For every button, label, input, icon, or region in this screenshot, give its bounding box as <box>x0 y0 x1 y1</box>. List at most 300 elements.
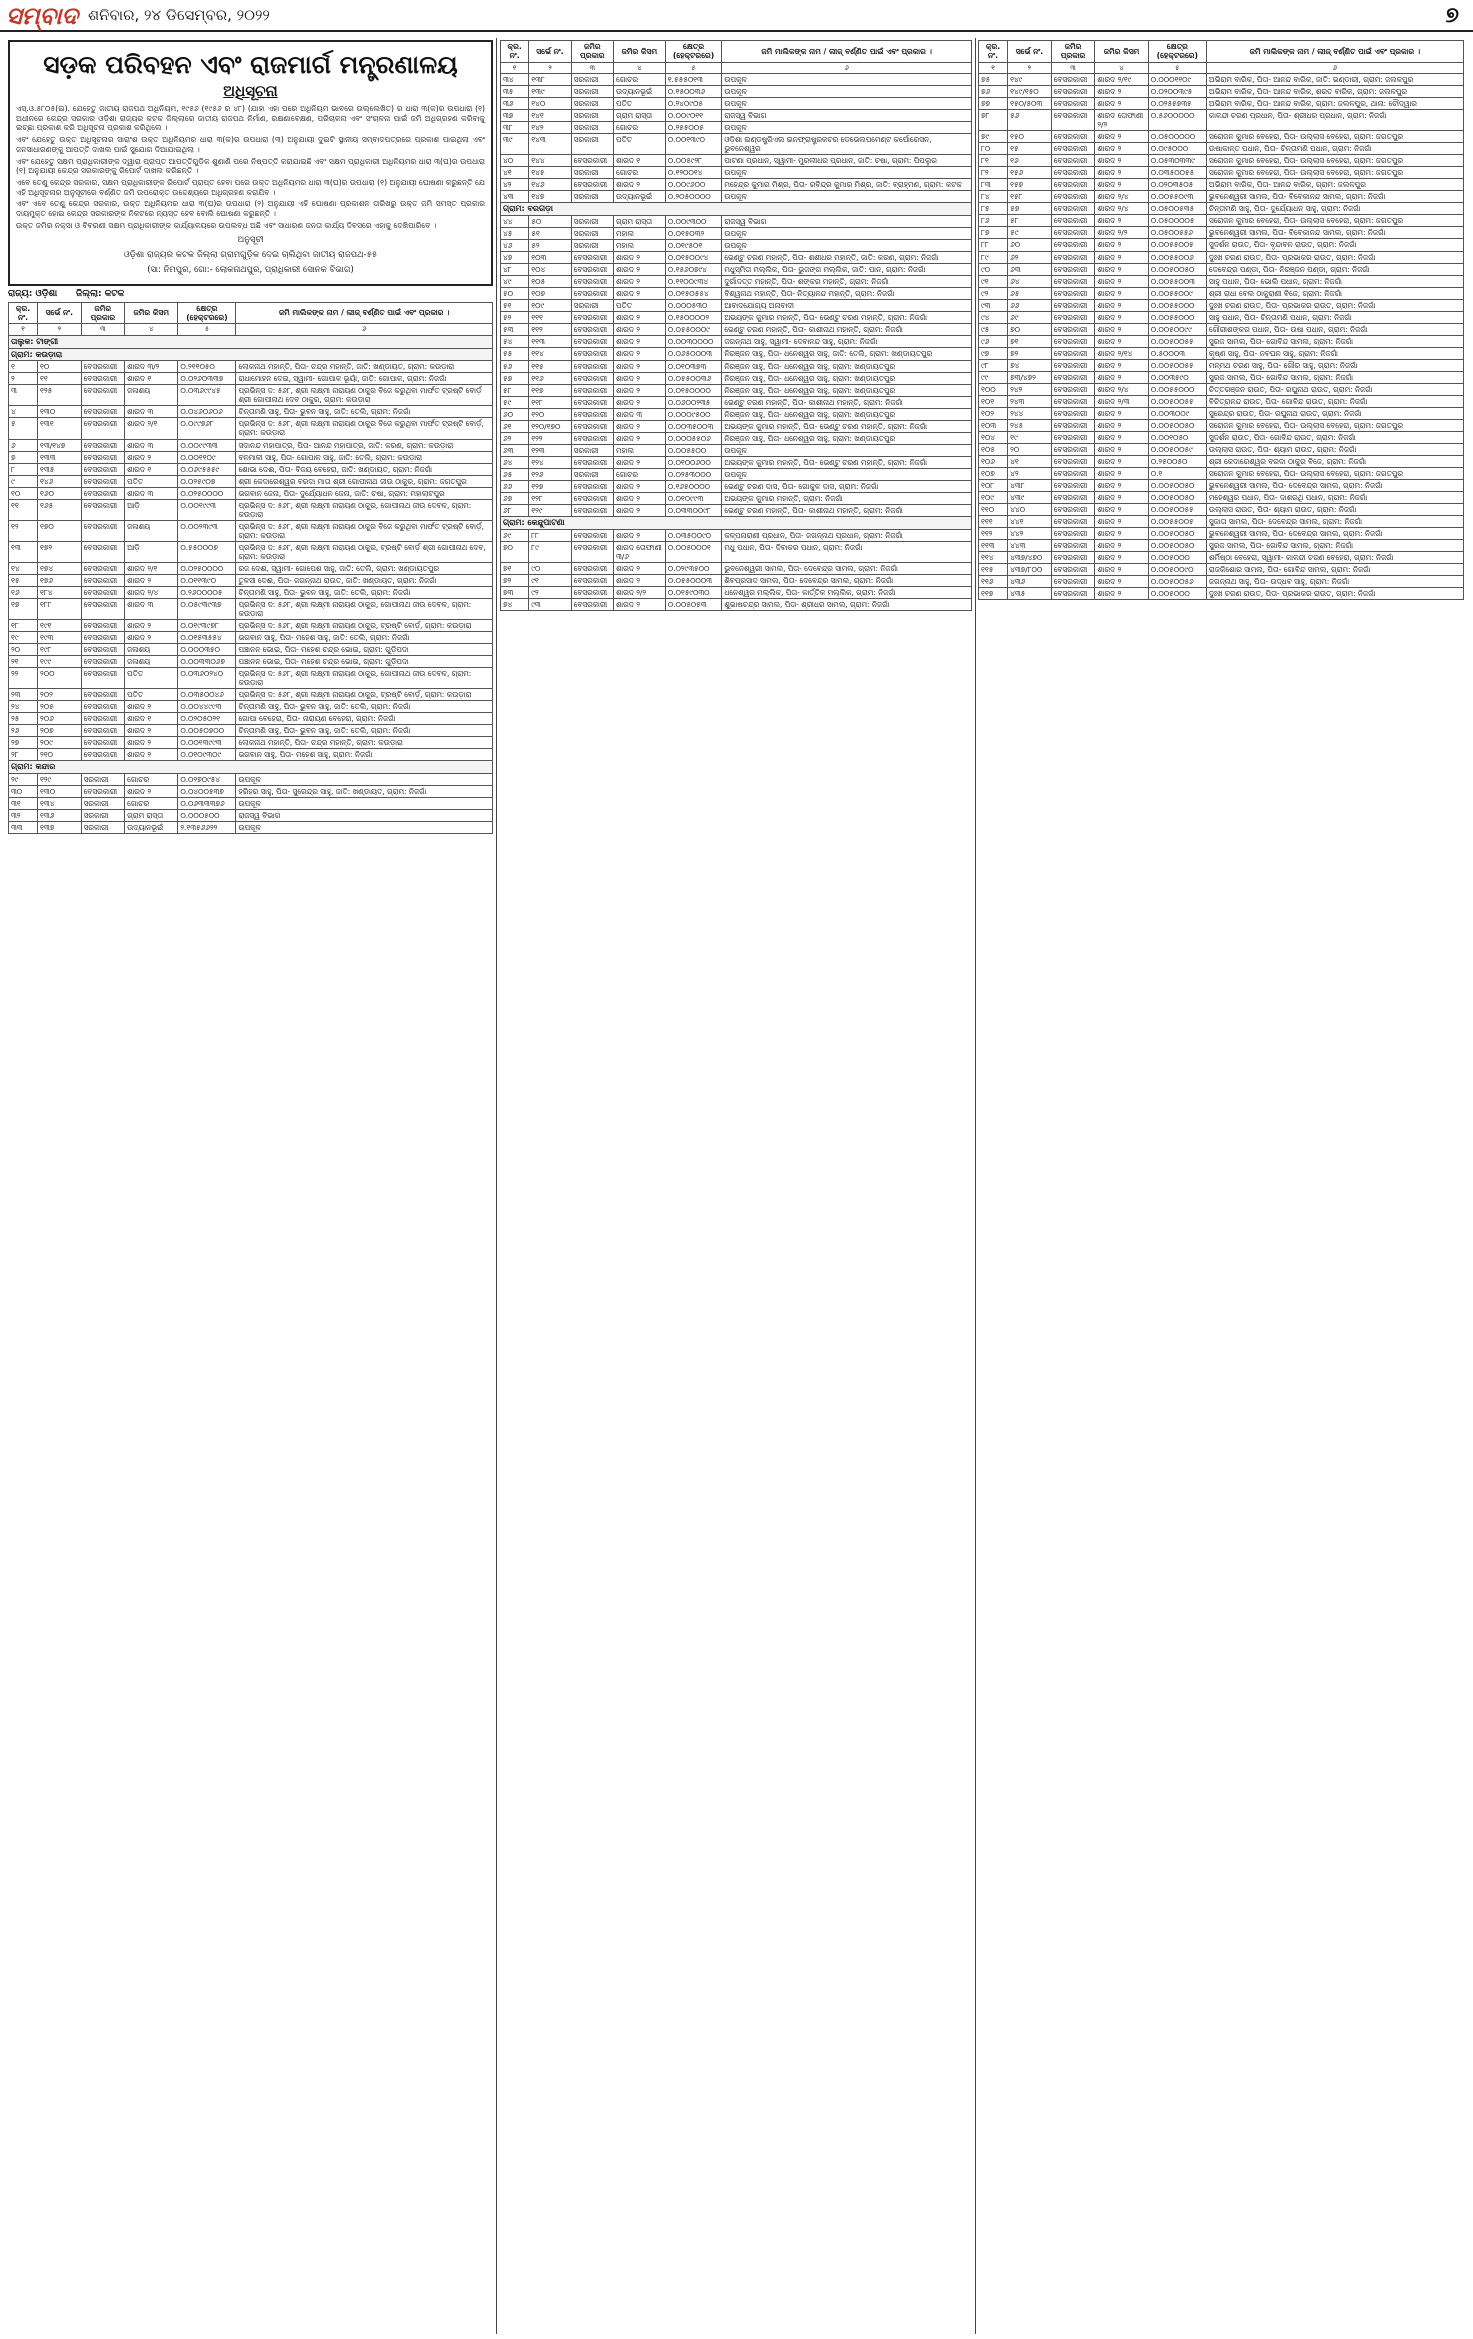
table-row <box>501 480 972 492</box>
cell-survey-no: ୧୯୩ <box>38 632 82 644</box>
cell-land-type: ବେସରକାରୀ <box>1051 395 1095 407</box>
cell-area: ୦.୦୧୦୦୬୦୦ <box>665 456 722 468</box>
cell-owner: ରାଧାମୋହନ ଦେଇ, ସ୍ୱାମୀ- ଗୋପାଳ ଭୂୟାଁ, ଜାତି: ଗୋପାଳ, ଗ୍ରାମ: ନିଜଗାଁ <box>236 373 493 385</box>
cell-survey-no: ୪୧ <box>1008 456 1052 468</box>
cell-serial: ୧୦୬ <box>979 456 1008 468</box>
cell-area: ୦.୦୨୫୯୦୭ <box>178 475 236 487</box>
cell-owner: ଲୋକନାଥ ମହାନ୍ତି, ପିତା- ଚନ୍ଦ୍ର ମହାନ୍ତି, ଜାତି: ଖଣ୍ଡାୟତ, ଗ୍ରାମ: କଉଡ଼ାରା <box>236 361 493 373</box>
cell-owner: ପ୍ରଭିନ୍ସ ଦ: ୫୬୮, ଶ୍ରୀ ଲକ୍ଷ୍ମୀ ନାରାୟଣ ଠାକୁର ବିଜେ କରୁଥିବା ମାର୍ଫତ ଟ୍ରଷ୍ଟି ବୋର୍ଡ଼, ଗ୍ରାମ: କଉଡ଼ାରା <box>236 520 493 541</box>
cell-land-class: ପତିତ <box>614 134 666 155</box>
cell-area: ୦.୦୦୫୦୦୫୫ <box>1148 504 1206 516</box>
cell-land-type: ବେସରକାରୀ <box>1051 576 1095 588</box>
cell-serial: ୮୪ <box>979 191 1008 203</box>
table-row <box>501 98 972 110</box>
cell-survey-no: ୫୮ <box>1008 215 1052 227</box>
cell-survey-no: ୧୧ <box>38 373 82 385</box>
cell-owner: ଭୁବନେଶ୍ୱରୀ ସାମଲ, ପିତା- ଦେବେନ୍ଦ୍ର ସାମଲ, ଗ୍ରାମ: ନିଜଗାଁ <box>1206 528 1463 540</box>
village-row <box>501 203 972 216</box>
cell-land-class: ଶାରଦ ୨ <box>1095 167 1148 179</box>
table-row <box>979 110 1464 131</box>
cell-survey-no: ୧୦୯ <box>529 300 571 312</box>
cell-serial: ୮୮ <box>979 239 1008 251</box>
cell-survey-no: ୯୩ <box>529 598 571 610</box>
cell-serial: ୩୮ <box>501 122 529 134</box>
cell-survey-no: ୧୪୯ <box>1008 74 1052 86</box>
cell-survey-no: ୧୫୦/୫୦୩ <box>1008 98 1052 110</box>
cell-owner: ପଞ୍ଚାନନ ଭୋଇ, ପିତା- ମହେଶ ଚନ୍ଦ୍ର ଭୋଇ, ଗ୍ରାମ: ଗୁଡ଼ିପଦା <box>236 656 493 668</box>
cell-land-class: ଶାରଦ ୨ <box>125 725 178 737</box>
cell-land-class: ଶାରଦ ୨ <box>1095 239 1148 251</box>
column-number: ୪ <box>1095 62 1148 74</box>
cell-area: ୦.୧୬୫୦୦୦୦ <box>665 480 722 492</box>
cell-serial: ୬୦ <box>501 408 529 420</box>
cell-owner: ନିରଞ୍ଜନ ସାହୁ, ପିତା- ଧନେଶ୍ୱର ସାହୁ, ଗ୍ରାମ: ଖଣ୍ଡାୟତପୁର <box>722 408 972 420</box>
table-row <box>979 480 1464 492</box>
cell-land-class: ଶାରଦ ୨ <box>614 529 666 541</box>
cell-land-class: ଜଳାଶୟ <box>125 644 178 656</box>
cell-serial: ୭୨ <box>501 574 529 586</box>
cell-land-type: ସରକାରୀ <box>571 122 613 134</box>
cell-owner: ପାଟଣା ପ୍ରଧାନ, ସ୍ୱାମୀ- ମୁରଲୀଧର ପ୍ରଧାନ, ଜାତି: ଚଷା, ଗ୍ରାମ: ପିପଲୁର <box>722 155 972 167</box>
ministry-title: ସଡ଼କ ପରିବହନ ଏବଂ ରାଜମାର୍ଗ ମନ୍ତ୍ରଣାଳୟ <box>43 50 458 79</box>
cell-owner: ଦୁର୍ଗାଦତ୍ତ ମହାନ୍ତି, ପିତା- ଶଙ୍କର ମହାନ୍ତି, ଗ୍ରାମ: ନିଜଗାଁ <box>722 276 972 288</box>
cell-owner: ସୁରଜ ସାମଲ, ପିତା- ଗୋବିନ୍ଦ ସାମଲ, ଗ୍ରାମ: ନିଜଗାଁ <box>1206 540 1463 552</box>
cell-land-class: ଶାରଦ ୨ <box>125 620 178 632</box>
cell-survey-no: ୧୩୦ <box>38 406 82 418</box>
notification-body <box>16 104 485 231</box>
cell-area: ୦.୦୫୦୦୦୦୫ <box>1148 215 1206 227</box>
cell-land-type: ସରକାରୀ <box>571 86 613 98</box>
cell-survey-no: ୧୫୮ <box>1008 191 1052 203</box>
cell-land-class: ଉଦ୍ୟାନଭୂଇଁ <box>614 86 666 98</box>
header-area: କ୍ଷେତ୍ର (ହେକ୍ଟରରେ) <box>665 41 722 63</box>
cell-area: ୦.୦୦୫୦୦୫୫ <box>1148 359 1206 371</box>
notification-paragraph: ଏବଂ ଏବେ ତେଣୁ କେନ୍ଦ୍ର ସରକାର, ଉକ୍ତ ଅଧିନିୟମର ଧାରା ୩(ଘ)ର ଉପଧାରା (୨) ଅନୁଯାୟୀ ଏହି ଘୋଷଣା ପ୍ରକାଶନ ତାରିଖରୁ ଉକ୍ତ ଜମି ସମସ୍ତ ପ୍ରକାର ଦାୟମୁକ୍ତ ହୋଇ କେନ୍ଦ୍ର ସରକାରଙ୍କ ନିକଟରେ ନ୍ୟସ୍ତ ହେବ ବୋଲି ଘୋଷଣା କରୁଛନ୍ତି । <box>16 199 485 219</box>
cell-owner: ଭଗବାନ ଜେନା, ପିତା- ଦୁର୍ଯ୍ୟୋଧନ ଜେନା, ଜାତି: ଚଷା, ଗ୍ରାମ: ମହାଲାଟପୁର <box>236 487 493 499</box>
cell-area: ୦.୧୧୦୦୯୩୪ <box>665 276 722 288</box>
cell-land-class: ଶାରଦ ୨ <box>614 504 666 516</box>
cell-owner: ରଜ ଦେଈ, ସ୍ୱାମୀ- ଗୋପେଶ ସାହୁ, ଜାତି: ତେଲି, ଗ୍ରାମ: ଖଣ୍ଡାୟତପୁର <box>236 562 493 574</box>
table-row <box>979 275 1464 287</box>
cell-owner: ଭୁବନେଶ୍ୱରୀ ସାମଲ, ପିତା- ବିବେକାନନ୍ଦ ସାମଲ, ଗ୍ରାମ: ନିଜଗାଁ <box>1206 191 1463 203</box>
cell-serial: ୭ <box>9 451 38 463</box>
cell-serial: ୨ <box>9 373 38 385</box>
cell-owner: କୃଷ୍ଣ ସାହୁ, ପିତା- ନବଘନ ସାହୁ, ଗ୍ରାମ: ନିଜଗାଁ <box>1206 347 1463 359</box>
cell-owner: ସୁରଜ ସାମଲ, ପିତା- ଗୋବିନ୍ଦ ସାମଲ, ଗ୍ରାମ: ନିଜଗାଁ <box>1206 371 1463 383</box>
notification-paragraph: ଏବେ ତେଣୁ କେନ୍ଦ୍ର ସରକାର, ସକ୍ଷମ ପ୍ରାଧିକାରୀଙ୍କ ରିପୋର୍ଟ ପ୍ରାପ୍ତ ହେବା ପରେ ଉକ୍ତ ଅଧିନିୟମର ଧାରା ୩(ଘ)ର ଉପଧାରା (୧) ଅନୁଯାୟୀ ଘୋଷଣା କରୁଛନ୍ତି ଯେ ଏହି ଅଧିସୂଚନାର ଅନୁସୂଚୀରେ ବର୍ଣ୍ଣିତ ଜମି ଉପରୋକ୍ତ ଉଦ୍ଦେଶ୍ୟରେ ଅଧିଗ୍ରହଣ କରାଯିବ । <box>16 178 485 197</box>
table-row <box>501 122 972 134</box>
cell-land-class: ପତିତ <box>125 689 178 701</box>
cell-area: ୦.୨୧୧୦୫୦ <box>178 361 236 373</box>
cell-serial: ୯୫ <box>979 323 1008 335</box>
cell-serial: ୬୪ <box>501 456 529 468</box>
table-row <box>9 725 493 737</box>
cell-area: ୦.୦୩୫୦୦୫୫ <box>1148 167 1206 179</box>
cell-owner: ଅଭିରାମ ବାରିକ, ପିତା- ଆନନ୍ଦ ବାରିକ, ଗ୍ରାମ: ଜଲଳପୁର <box>1206 179 1463 191</box>
cell-owner: ଓଡ଼ିଶା ଇଣ୍ଡଷ୍ଟ୍ରିଏଲ ଇନଫ୍ରାଷ୍ଟ୍ରକଚର ଡେଭେଲପମେଣ୍ଟ କର୍ପୋରେସନ, ଭୁବନେଶ୍ୱର <box>722 134 972 155</box>
cell-serial: ୩୪ <box>501 74 529 86</box>
cell-land-type: ବେସରକାରୀ <box>1051 86 1095 98</box>
cell-land-class: ଶାରଦ ୨ <box>614 456 666 468</box>
cell-land-class: ଶାରଦ ୨ <box>614 396 666 408</box>
cell-survey-no: ୧୪୫ <box>529 167 571 179</box>
table-row <box>979 131 1464 143</box>
cell-serial: ୫୬ <box>501 360 529 372</box>
cell-serial: ୯୮ <box>979 359 1008 371</box>
cell-land-class: ଶାରଦ ୨ <box>614 598 666 610</box>
cell-owner: ସଦାନନ୍ଦ ମହାପାତ୍ର, ପିତା- ଆନନ୍ଦ ମହାପାତ୍ର, ଜାତି: କରଣ, ଗ୍ରାମ: କଉଡ଼ାରା <box>236 439 493 451</box>
cell-owner: ଚିନ୍ତାମଣି ସାହୁ, ପିତା- ଭୁବନ ସାହୁ, ଜାତି: ତେଲି, ଗ୍ରାମ: ନିଜଗାଁ <box>236 701 493 713</box>
cell-owner: ବିଶ୍ୱନାଥ ମହାନ୍ତି, ପିତା- ନିତ୍ୟାନନ୍ଦ ମହାନ୍ତି, ଗ୍ରାମ: ନିଜଗାଁ <box>722 288 972 300</box>
cell-survey-no: ୨୦୭ <box>38 725 82 737</box>
table-row <box>979 287 1464 299</box>
cell-owner: ରାଜସ୍ୱ ବିଭାଗ <box>236 810 493 822</box>
table-row <box>979 74 1464 86</box>
table-row <box>501 541 972 562</box>
column-number: ୬ <box>722 62 972 74</box>
cell-survey-no: ୨୦୬ <box>38 713 82 725</box>
cell-serial: ୭୧ <box>501 562 529 574</box>
cell-land-class: ଶାରଦ ୩ <box>125 598 178 619</box>
cell-area: ୦.୦୦୯୬୦୦ <box>665 179 722 191</box>
cell-area: ୦.୦୦୫୦୦୫୦ <box>1148 492 1206 504</box>
cell-survey-no: ୧୩୩ <box>38 451 82 463</box>
cell-land-type: ବେସରକାରୀ <box>81 574 125 586</box>
village-label: ଗ୍ରାମ: କନ୍ଦାର <box>9 761 493 774</box>
cell-land-class: ଶାରଦ ୩ <box>125 439 178 451</box>
cell-survey-no: ୪୪୦ <box>1008 504 1052 516</box>
table-row <box>9 451 493 463</box>
cell-land-type: ସରକାରୀ <box>571 191 613 203</box>
cell-land-class: ଶାରଦ ୨ <box>1095 468 1148 480</box>
cell-owner: ଦୁଃଖ ଚରଣ ରାଉତ, ପିତା- ପ୍ରଭାକର ରାଉତ, ଗ୍ରାମ: ନିଜଗାଁ <box>1206 588 1463 600</box>
cell-survey-no: ୨୧୦ <box>38 749 82 761</box>
cell-land-class: ଶାରଦ ୩ <box>125 406 178 418</box>
table-row <box>9 786 493 798</box>
cell-serial: ୧୧୪ <box>979 552 1008 564</box>
cell-area: ୦.୦୦୧୩୯୯୩ <box>178 737 236 749</box>
cell-land-type: ବେସରକାରୀ <box>571 574 613 586</box>
cell-area: ୦.୦୫୫୦୦୦୩ <box>665 574 722 586</box>
cell-land-class: ମହାଲ <box>614 228 666 240</box>
cell-serial: ୭୬ <box>979 86 1008 98</box>
cell-land-type: ବେସରକାରୀ <box>1051 347 1095 359</box>
cell-serial: ୯ <box>9 475 38 487</box>
cell-land-class: ଶାରଦ ୨ <box>125 701 178 713</box>
cell-survey-no: ୪୩୯ <box>1008 492 1052 504</box>
cell-serial: ୯୩ <box>979 299 1008 311</box>
cell-survey-no: ୧୭୬ <box>38 574 82 586</box>
cell-area: ୦.୦୦୫୦୦୫୦ <box>1148 540 1206 552</box>
cell-serial: ୯୦ <box>979 263 1008 275</box>
cell-survey-no: ୧୩୦ <box>38 786 82 798</box>
cell-area: ୦.୫୫୦୦୦୭ <box>178 541 236 562</box>
cell-land-class: ପତିତ <box>614 98 666 110</box>
cell-survey-no: ୧୪୬ <box>38 475 82 487</box>
cell-land-class: ଶାରଦ ୨ <box>614 574 666 586</box>
cell-land-type: ସରକାରୀ <box>81 774 125 786</box>
cell-land-class: ଶାରଦ ୨ <box>1095 431 1148 443</box>
table-row <box>501 420 972 432</box>
table-row <box>979 299 1464 311</box>
table-row <box>501 360 972 372</box>
cell-survey-no: ୨୪୪ <box>1008 407 1052 419</box>
cell-land-type: ବେସରକାରୀ <box>571 432 613 444</box>
cell-serial: ୫୨ <box>501 312 529 324</box>
header-land-class: ଜମିର କିସମ <box>1095 41 1148 63</box>
cell-area: ୦.୦୩୩୦୦୯୮ <box>665 504 722 516</box>
table-row <box>9 644 493 656</box>
cell-land-class: ଜଳାଶୟ <box>125 656 178 668</box>
cell-area: ୦.୦୦୫୦୦୫୦ <box>1148 528 1206 540</box>
cell-area: ୦.୫୬୦୦୦୦୦ <box>1148 110 1206 131</box>
cell-survey-no: ୧୦ <box>38 361 82 373</box>
cell-land-type: ବେସରକାରୀ <box>571 155 613 167</box>
cell-serial: ୧୦୨ <box>979 407 1008 419</box>
cell-survey-no: ୧୫୬ <box>1008 167 1052 179</box>
cell-owner: ମହେଶ୍ୱର ପଧାନ, ପିତା- ଦାଶରଥି ପଧାନ, ଗ୍ରାମ: ନିଜଗାଁ <box>1206 492 1463 504</box>
cell-owner: ରାଜସ୍ୱ ବିଭାଗ <box>722 216 972 228</box>
cell-owner: ଅଭିରାମ ବାରିକ, ପିତା- ଆନନ୍ଦ ବାରିକ, ଗ୍ରାମ: ଜଲଳପୁର, ଥାନା: ଚୌଦ୍ୱାର <box>1206 98 1463 110</box>
cell-land-class: ଶାରଦ ୨ <box>1095 371 1148 383</box>
land-table-col2 <box>500 40 972 611</box>
cell-survey-no: ୧୮୪ <box>38 586 82 598</box>
cell-serial: ୨୯ <box>9 774 38 786</box>
cell-land-class: ଜଳାଶୟ <box>125 385 178 406</box>
cell-owner: ତୁଳସୀ ଦେଈ, ପିତା- ଜଗନ୍ନାଥ ରାଉତ, ଜାତି: ଖଣ୍ଡାୟତ, ଗ୍ରାମ: ନିଜଗାଁ <box>236 574 493 586</box>
table-row <box>9 361 493 373</box>
cell-area: ୦.୨୫୦୦୫୦ <box>1148 456 1206 468</box>
cell-land-class: ଗୋଚର <box>614 122 666 134</box>
cell-area: ୦.୦୨୫୦୦୦୦ <box>178 562 236 574</box>
column-number: ୪ <box>614 62 666 74</box>
cell-land-type: ବେସରକାରୀ <box>81 632 125 644</box>
cell-owner: ଉପକୂଳ <box>236 798 493 810</box>
table-row <box>979 227 1464 239</box>
table-row <box>979 528 1464 540</box>
cell-land-type: ସରକାରୀ <box>571 240 613 252</box>
table-row <box>9 487 493 499</box>
cell-serial: ୪୭ <box>501 252 529 264</box>
cell-serial: ୩୨ <box>9 810 38 822</box>
cell-land-type: ବେସରକାରୀ <box>1051 143 1095 155</box>
cell-land-class: ଶାରଦ ୨ <box>1095 335 1148 347</box>
tahasil-row <box>9 335 493 348</box>
cell-survey-no: ୧୯୯ <box>38 656 82 668</box>
cell-owner: ଧନେଶ୍ୱର ମଲ୍ଲିକ, ପିତା- କାର୍ତ୍ତିକ ମଲ୍ଲିକ, ଗ୍ରାମ: ନିଜଗାଁ <box>722 586 972 598</box>
cell-land-type: ବେସରକାରୀ <box>1051 444 1095 456</box>
table-row <box>979 444 1464 456</box>
cell-area: ୦.୦୦୫୦୦୦୧ <box>665 541 722 562</box>
tahasil-label: ତାଲୁକ: ଟାଙ୍ଗୀ <box>9 335 493 348</box>
cell-land-type: ବେସରକାରୀ <box>1051 492 1095 504</box>
cell-serial: ୨୭ <box>9 737 38 749</box>
notification-paragraph: ଏବଂ ଯେହେତୁ ସକ୍ଷମ ପ୍ରାଧିକାରୀଙ୍କ ଦ୍ୱାରା ପ୍ରାପ୍ତ ଆପତ୍ତିଗୁଡ଼ିକ ଶୁଣାଣି ପରେ ନିଷ୍ପତ୍ତି କରାଯାଇଛି ଏବଂ ସକ୍ଷମ ପ୍ରାଧିକାରୀ ଅଧିନିୟମର ଧାରା ୩(ଘ)ର ଉପଧାରା (୧) ଅନୁଯାୟୀ କେନ୍ଦ୍ର ସରକାରଙ୍କୁ ରିପୋର୍ଟ ଦାଖଲ କରିଛନ୍ତି । <box>16 156 485 176</box>
cell-owner: ଭଗବାନ ସାହୁ, ପିତା- ମହେଶ ସାହୁ, ଜାତି: ତେଲି, ଗ୍ରାମ: ନିଜଗାଁ <box>236 632 493 644</box>
cell-serial: ୪୫ <box>501 228 529 240</box>
table-row <box>979 203 1464 215</box>
cell-land-class: ଶାରଦ ୨ <box>614 480 666 492</box>
cell-serial: ୯୪ <box>979 311 1008 323</box>
cell-owner: ଉପକୂଳ <box>722 86 972 98</box>
column-number: ୪ <box>125 324 178 336</box>
table-row <box>979 191 1464 203</box>
table-row <box>979 167 1464 179</box>
cell-survey-no: ୧୩୯ <box>529 86 571 98</box>
cell-land-class: ଗୋଚର <box>125 774 178 786</box>
cell-owner: ଚିନ୍ତାମଣି ସାହୁ, ପିତା- ଭୁବନ ସାହୁ, ଜାତି: ତେଲି, ଗ୍ରାମ: ନିଜଗାଁ <box>236 586 493 598</box>
cell-land-type: ବେସରକାରୀ <box>1051 179 1095 191</box>
cell-serial: ୩୫ <box>501 86 529 98</box>
table-row <box>979 419 1464 431</box>
cell-area: ୦.୦୨୫୩୦୦୦ <box>665 468 722 480</box>
cell-survey-no: ୧୩୫ <box>38 463 82 475</box>
cell-owner: ଉପକୂଳ <box>722 240 972 252</box>
cell-area: ୦.୦୦୫୫୦୦୫ <box>1148 239 1206 251</box>
cell-land-type: ବେସରକାରୀ <box>1051 263 1095 275</box>
cell-survey-no: ୭୧ <box>1008 335 1052 347</box>
table-row <box>9 798 493 810</box>
cell-land-class: ଶାରଦ ୨/୧୯ <box>1095 74 1148 86</box>
cell-owner: ମନ୍ମଥ ଚରଣ ସାହୁ, ପିତା- ଗୌର ସାହୁ, ଗ୍ରାମ: ନିଜଗାଁ <box>1206 359 1463 371</box>
cell-land-type: ବେସରକାରୀ <box>81 385 125 406</box>
cell-serial: ୯୧ <box>979 275 1008 287</box>
table-row <box>979 359 1464 371</box>
header-owner: ଜମି ମାଲିକଙ୍କ ନାମ / ଲୀଜ୍ ବର୍ଣ୍ଣିତ ପାଇଁ ଏବଂ ପ୍ରକାର । <box>236 302 493 324</box>
cell-survey-no: ୧୩/୧୪୭ <box>38 439 82 451</box>
cell-land-type: ବେସରକାରୀ <box>571 324 613 336</box>
cell-survey-no: ୧୪୬ <box>529 179 571 191</box>
cell-land-class: ଶାରଦ ୨ <box>614 312 666 324</box>
cell-serial: ୧୫ <box>9 574 38 586</box>
cell-survey-no: ୧୬୫ <box>38 499 82 520</box>
cell-area: ୦.୦୦୩୦୦୦୦ <box>665 336 722 348</box>
table-row <box>501 264 972 276</box>
cell-land-type: ବେସରକାରୀ <box>571 529 613 541</box>
cell-land-class: ଶାରଦ ୨ <box>1095 86 1148 98</box>
cell-land-type: ବେସରକାରୀ <box>1051 456 1095 468</box>
cell-owner: ଅଭୟଙ୍କ କୁମାର ମହାନ୍ତି, ପିତା- ଭେଣ୍ଟୁ ଚରଣ ମହାନ୍ତି, ଗ୍ରାମ: ନିଜଗାଁ <box>722 420 972 432</box>
cell-survey-no: ୫୧ <box>529 228 571 240</box>
cell-land-class: ଶାରଦ ୨ <box>1095 215 1148 227</box>
cell-serial: ୨୩ <box>9 689 38 701</box>
cell-owner: ଉପକୂଳ <box>722 228 972 240</box>
cell-land-type: ବେସରକାରୀ <box>1051 215 1095 227</box>
cell-serial: ୬୫ <box>501 468 529 480</box>
cell-owner: ଶୁଭାଷଚନ୍ଦ୍ର ସାମଲ, ପିତା- ଶ୍ରୀଧର ସାମଲ, ଗ୍ରାମ: ନିଜଗାଁ <box>722 598 972 610</box>
cell-area: ୦.୦୦୯୦୧୧ <box>665 110 722 122</box>
cell-land-type: ବେସରକାରୀ <box>571 264 613 276</box>
table-row <box>501 456 972 468</box>
cell-land-type: ସରକାରୀ <box>571 74 613 86</box>
cell-owner: ସାହୁ ପଧାନ, ପିତା- ଭୋଲି ପଧାନ, ଗ୍ରାମ: ନିଜଗାଁ <box>1206 275 1463 287</box>
cell-serial: ୧ <box>9 361 38 373</box>
cell-land-class: ଉଦ୍ୟାନଭୂଇଁ <box>125 822 178 834</box>
cell-serial: ୬୯ <box>501 529 529 541</box>
cell-area: ୦.୦୬୯୫୫୫୯ <box>178 463 236 475</box>
header-land-type: ଜମିର ପ୍ରକାର <box>571 41 613 63</box>
table-row <box>501 598 972 610</box>
land-schedule-table <box>8 302 493 835</box>
table-header-row <box>9 302 493 324</box>
cell-land-class: ଶାରଦ ୨ <box>125 632 178 644</box>
cell-land-class: ଶାରଦ ୨/୨ <box>1095 227 1148 239</box>
cell-land-type: ବେସରକାରୀ <box>571 288 613 300</box>
cell-land-type: ସରକାରୀ <box>571 98 613 110</box>
cell-land-class: ଶାରଦ ୨ <box>1095 444 1148 456</box>
cell-survey-no: ୧୧୮ <box>529 396 571 408</box>
cell-survey-no: ୧୨୫ <box>38 385 82 406</box>
cell-land-class: ଶାରଦ ୨/୪ <box>1095 383 1148 395</box>
cell-area: ୦.୦୦୫୦୦୦ <box>1148 588 1206 600</box>
cell-survey-no: ୧୭୨ <box>38 541 82 562</box>
cell-area: ୦.୦୪୬୦୬୦୬ <box>178 406 236 418</box>
column-3 <box>978 40 1464 2330</box>
cell-survey-no: ୯୦ <box>529 562 571 574</box>
cell-area: ୦.୦୦୫୦୦୫୦ <box>1148 480 1206 492</box>
cell-land-type: ବେସରକାରୀ <box>81 541 125 562</box>
village-row <box>501 516 972 529</box>
cell-owner: ମଧୁସ୍ମିତା ମଲ୍ଲିକ, ପିତା- ଭୁଜଙ୍ଗ ମଲ୍ଲିକ, ଜାତି: ପାନ, ଗ୍ରାମ: ନିଜଗାଁ <box>722 264 972 276</box>
cell-land-class: ଶାରଦ ୨ <box>1095 179 1148 191</box>
header-serial: କ୍ର. ନଂ. <box>9 302 38 324</box>
cell-land-class: ଶାରଦ ୨ <box>614 384 666 396</box>
cell-land-class: ଉଦ୍ୟାନଭୂଇଁ <box>614 191 666 203</box>
cell-survey-no: ୧୨୦/୧୭୦ <box>529 420 571 432</box>
cell-owner: ଭେଣ୍ଟୁ ଚରଣ ମହାନ୍ତି, ପିତା- କାଶୀନାଥ ମହାନ୍ତି, ଗ୍ରାମ: ନିଜଗାଁ <box>722 504 972 516</box>
table-column-numbers-row <box>501 62 972 74</box>
cell-land-type: ବେସରକାରୀ <box>1051 239 1095 251</box>
cell-survey-no: ୭୨ <box>1008 347 1052 359</box>
cell-serial: ୮୭ <box>979 227 1008 239</box>
cell-land-class: ଶାରଦ ୨ <box>1095 251 1148 263</box>
cell-land-type: ବେସରକାରୀ <box>81 725 125 737</box>
cell-area: ୦.୦୦୧୯୯୩ <box>178 499 236 520</box>
cell-owner: ପ୍ରଭିନ୍ସ ଦ: ୫୬୮, ଶ୍ରୀ ଲକ୍ଷ୍ମୀ ନାରାୟଣ ଠାକୁର, ଗୋପୀନାଥ ଜୀଉ ଦେବଳ, ଗ୍ରାମ: କଉଡ଼ାରା <box>236 598 493 619</box>
cell-serial: ୩୬ <box>501 98 529 110</box>
notification-heading: ଅଧିସୂଚନା <box>223 82 278 100</box>
cell-land-class: ଶାରଦ ୧ <box>125 373 178 385</box>
cell-area: ୦.୦୫୩୦୩୩୯ <box>1148 155 1206 167</box>
cell-owner: ଅଭୟଙ୍କ କୁମାର ମହାନ୍ତି, ଗ୍ରାମ: ନିଜଗାଁ <box>722 492 972 504</box>
cell-serial: ୮୫ <box>979 203 1008 215</box>
table-row <box>9 598 493 619</box>
cell-land-class: ଶାରଦ ୨ <box>1095 564 1148 576</box>
table-row <box>9 620 493 632</box>
table-row <box>501 179 972 191</box>
cell-land-type: ବେସରକାରୀ <box>1051 74 1095 86</box>
cell-land-type: ବେସରକାରୀ <box>1051 468 1095 480</box>
cell-land-type: ବେସରକାରୀ <box>1051 540 1095 552</box>
cell-serial: ୧୦୧ <box>979 395 1008 407</box>
cell-survey-no: ୫୯ <box>1008 227 1052 239</box>
cell-survey-no: ୫୨ <box>529 240 571 252</box>
cell-land-type: ବେସରକାରୀ <box>81 786 125 798</box>
cell-land-type: ବେସରକାରୀ <box>81 668 125 689</box>
cell-serial: ୬୭ <box>501 492 529 504</box>
table-row <box>979 215 1464 227</box>
cell-survey-no: ୪୪୧ <box>1008 516 1052 528</box>
cell-survey-no: ୧୨୪ <box>529 456 571 468</box>
cell-owner: ଉଷାକାନ୍ତ ପଧାନ, ପିତା- ଚିନ୍ତାମଣି ପଧାନ, ଗ୍ରାମ: ନିଜଗାଁ <box>1206 143 1463 155</box>
cell-survey-no: ୨୪୫ <box>1008 419 1052 431</box>
cell-survey-no: ୧୪୭ <box>529 191 571 203</box>
table-row <box>501 586 972 598</box>
cell-area: ୦.୦୦୫୦୦୫୫ <box>1148 335 1206 347</box>
cell-area: ୦.୦୯୯୭୬୮ <box>178 418 236 439</box>
cell-land-class: ଶାରଦ ୧ <box>614 155 666 167</box>
cell-land-type: ବେସରକାରୀ <box>81 689 125 701</box>
